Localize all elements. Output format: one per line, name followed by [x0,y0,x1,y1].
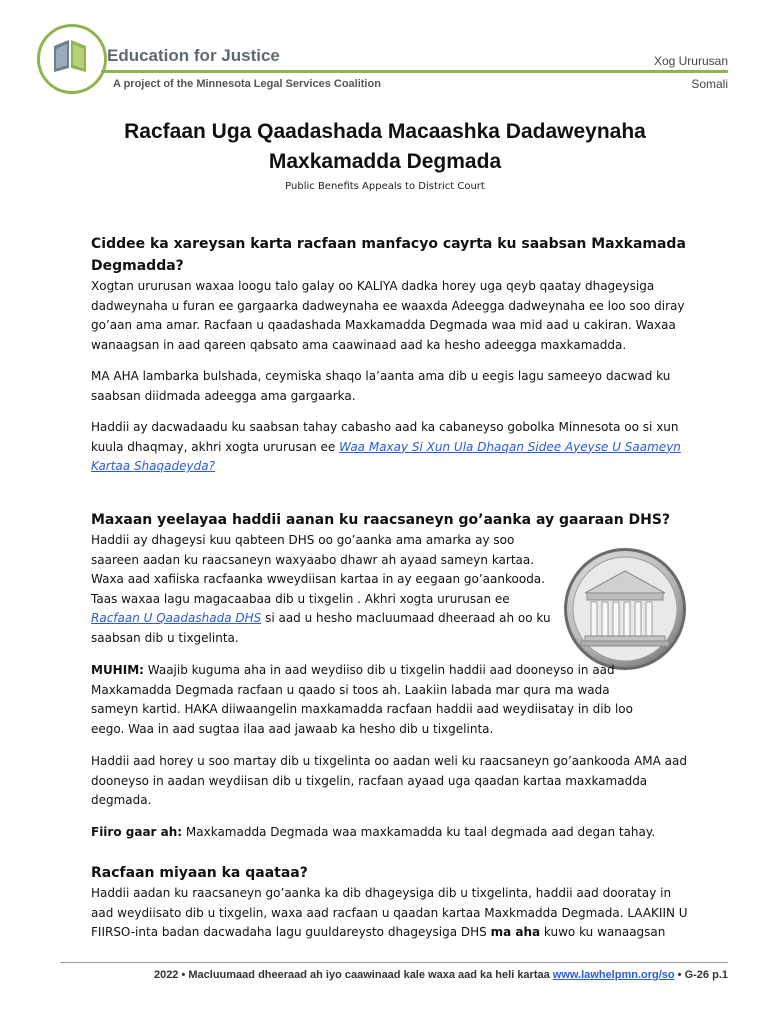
paragraph: MA AHA lambarka bulshada, ceymiska shaqo la’aanta ama dib u eegis lagu sameeyo dacwad ku saabsan diidmada adeegga ama gargaarka. [91,369,671,403]
paragraph-text: si aad u hesho macluumaad dheeraad ah oo ku saabsan dib u tixgelinta. [91,611,551,645]
paragraph [91,531,551,648]
org-name: Education for Justice [107,46,280,65]
org-subtitle: A project of the Minnesota Legal Services Coalition [113,78,381,90]
language-label: Somali [691,77,728,91]
section-reconsideration [91,752,693,842]
book-icon [52,38,88,72]
page-subtitle: Public Benefits Appeals to District Court [285,181,485,192]
heading-line-2: Degmadda? [91,258,184,274]
page-footer [60,969,728,981]
footer-divider [60,962,728,963]
fact-sheet-label: Xog Ururusan [653,54,728,68]
header-divider [101,70,728,73]
section-disagree [91,509,671,648]
note-paragraph [91,823,693,843]
courthouse-icon [563,547,687,671]
important-paragraph [91,661,651,739]
paragraph: Xogtan ururusan waxaa loogu talo galay oo KALIYA dadka horey uga qeyb qaatay dhageysiga dadweynaha u furan ee gargaarka dadweynaha ee waaxda Adeegga dadweynaha ee loo soo diray go’aan ama amar. Racfaan u qaadashada Maxkamadda Degmada waa mid aad u cakiran. Waxaa wanaagsan in aad qareen qabsato ama caawinaad aad ka hesho adeegga maxkamadda. [91,279,685,352]
section-should-appeal [91,862,693,943]
heading-line-1: Ciddee ka xareysan karta racfaan manfacyo cayrta ku saabsan Maxkamada [91,236,686,252]
note-label: Fiiro gaar ah: [91,824,183,839]
paragraph: Haddii aad horey u soo martay dib u tixgelinta oo aadan weli ku raacsaneyn go’aankooda AMA aad dooneyso in aadan weydiisan dib u tixgelin, racfaan ayaad uga qaadan kartaa maxkamadda degmada. [91,754,687,807]
title-line-1: Racfaan Uga Qaadashada Macaashka Dadaweynaha [124,120,646,143]
dhs-appeals-link[interactable]: Racfaan U Qaadashada DHS [91,611,262,625]
paragraph-text: kuwo ku wanaagsan [540,925,666,939]
footer-link[interactable]: www.lawhelpmn.org/so [552,969,675,981]
section-important [91,661,651,739]
paragraph-text: Maxkamadda Degmada waa maxkamadda ku taal degmada aad degan tahay. [182,824,656,839]
section-heading [91,233,693,277]
paragraph-text: Waajib kuguma aha in aad weydiiso dib u tixgelin haddii aad dooneyso in aad Maxkamadda Degmada racfaan u qaado si toos ah. Laakiin labada mar qura ma wada sameyn kartid. HAKA diiwaangelin maxkamadda racfaan haddii aad weydiisatay in dib loo eego. Waa in aad sugtaa ilaa aad jawaab ka hesho dib u tixgelinta. [91,663,633,736]
footer-text: 2022 • Macluumaad dheeraad ah iyo caawinaad kale waxa aad ka heli kartaa [153,969,553,981]
paragraph [91,884,693,943]
paragraph [91,418,693,477]
section-heading: Maxaan yeelayaa haddii aanan ku raacsaneyn go’aanka ay gaaraan DHS? [91,512,671,528]
bold-text: ma aha [490,925,541,939]
title-line-2: Maxkamadda Degmada [268,150,502,173]
paragraph-text: Haddii ay dhageysi kuu qabteen DHS oo go’aanka ama amarka ay soo saareen aadan ku raacsaneyn waxyaabo dhawr ah ayaad sameyn kartaa. Waxa aad xafiiska racfaanka wweydiisan kartaa in ay eegaan go’aankooda. Taas waxaa lagu magacaabaa dib u tixgelin . Akhri xogta ururusan ee [91,533,545,606]
page-header [0,0,770,100]
paragraph-text: Haddii aadan ku raacsaneyn go’aanka ka dib dhageysiga dib u tixgelinta, haddii aad dooratay in aad weydiisato dib u tixgelin, waxa aad racfaan u qaadan kartaa Maxkmadda Degmada. LAAKIIN U FIIRSO-inta badan dacwadaha lagu guuldareysto dhageysiga DHS [91,886,688,939]
section-heading: Racfaan miyaan ka qaataa? [91,865,308,881]
fact-sheet-link[interactable]: Waa Maxay Si Xun Ula Dhaqan Sidee Ayeyse U Saameyn Kartaa Shaqadeyda? [91,439,681,473]
section-eligibility [91,233,693,477]
footer-page: • G-26 p.1 [674,969,728,981]
paragraph-text: Haddii ay dacwadaadu ku saabsan tahay cabasho aad ka cabaneyso gobolka Minnesota oo si xun kuula dhaqmay, akhri xogta ururusan ee [91,420,679,454]
important-label: MUHIM: [91,663,144,677]
page-title [0,117,770,177]
